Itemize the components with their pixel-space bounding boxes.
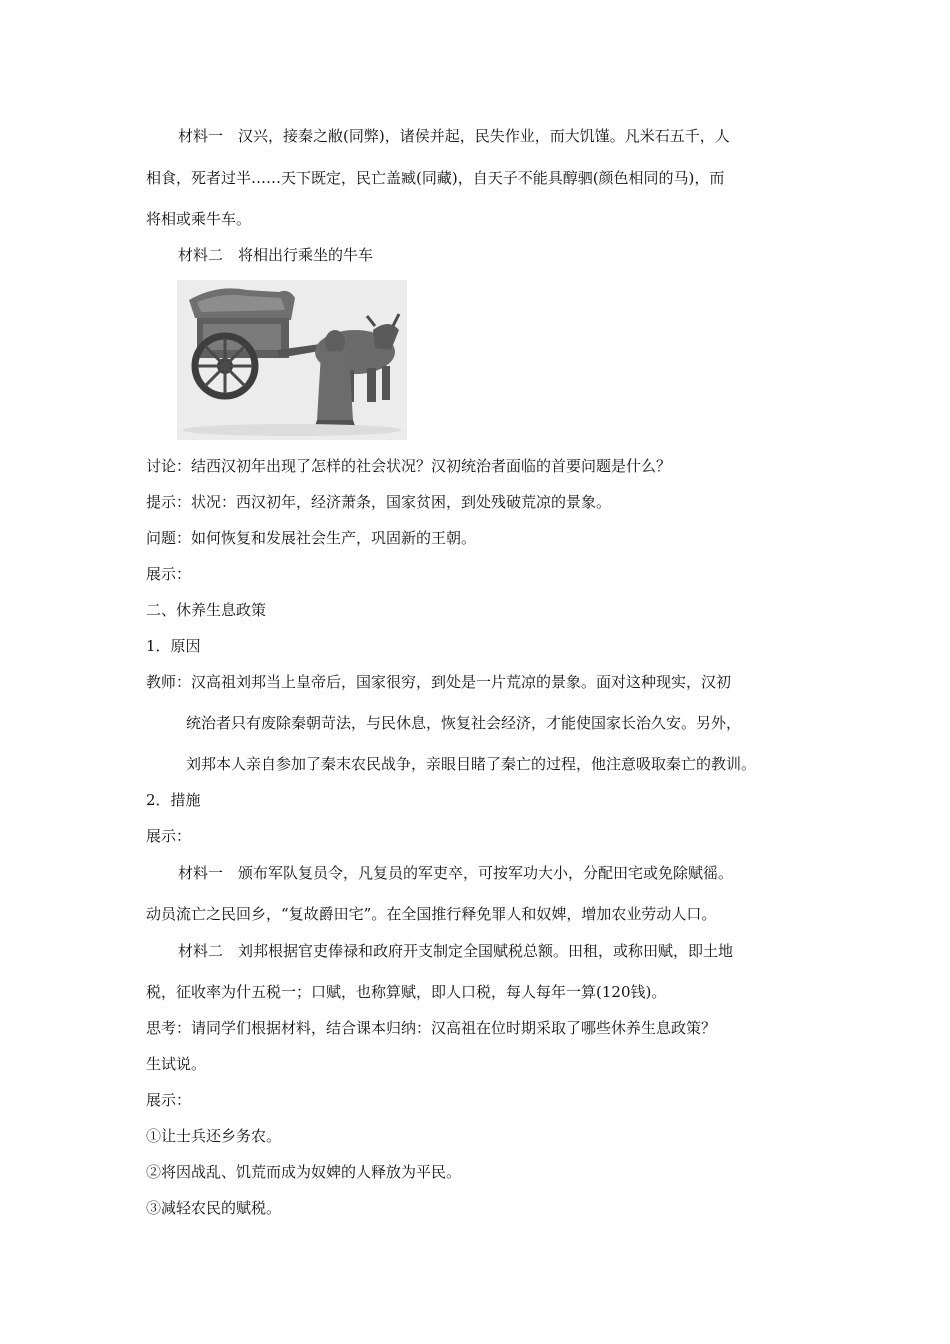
list-item: ③减轻农民的赋税。	[146, 1199, 282, 1217]
text-line: 刘邦本人亲自参加了秦末农民战争，亲眼目睹了秦亡的过程，他注意吸取秦亡的教训。	[186, 755, 757, 773]
text-line: 材料二 将相出行乘坐的牛车	[178, 246, 374, 264]
text-line: 展示：	[146, 565, 192, 583]
subsection-heading: 1．原因	[146, 637, 201, 655]
text-line: 将相或乘牛车。	[146, 210, 252, 228]
text-line: 统治者只有废除秦朝苛法，与民休息，恢复社会经济，才能使国家长治久安。另外，	[186, 714, 742, 732]
list-item: ①让士兵还乡务农。	[146, 1127, 282, 1145]
subsection-heading: 2．措施	[146, 791, 201, 809]
text-line: 展示：	[146, 827, 192, 845]
text-line: 动员流亡之民回乡，“复故爵田宅”。在全国推行释免罪人和奴婢，增加农业劳动人口。	[146, 905, 717, 923]
text-line: 提示：状况：西汉初年，经济萧条，国家贫困，到处残破荒凉的景象。	[146, 493, 612, 511]
text-line: 税，征收率为什五税一；口赋，也称算赋，即人口税，每人每年一算(120钱)。	[146, 983, 667, 1001]
text-line: 生试说。	[146, 1055, 207, 1073]
text-line: 讨论：结西汉初年出现了怎样的社会状况？汉初统治者面临的首要问题是什么？	[146, 457, 672, 475]
text-line: 展示：	[146, 1091, 192, 1109]
text-line: 教师：汉高祖刘邦当上皇帝后，国家很穷，到处是一片荒凉的景象。面对这种现实，汉初	[146, 673, 732, 691]
text-line: 相食，死者过半……天下既定，民亡盖臧(同藏)，自天子不能具醇驷(颜色相同的马)，而	[146, 169, 725, 187]
text-line: 问题：如何恢复和发展社会生产，巩固新的王朝。	[146, 529, 477, 547]
text-line: 材料二 刘邦根据官吏俸禄和政府开支制定全国赋税总额。田租，或称田赋，即土地	[178, 942, 734, 960]
section-heading: 二、休养生息政策	[146, 601, 267, 619]
text-line: 材料一 颁布军队复员令，凡复员的军吏卒，可按军功大小，分配田宅或免除赋徭。	[178, 864, 734, 882]
ox-cart-figurine-photo	[177, 280, 407, 440]
text-line: 材料一 汉兴，接秦之敝(同弊)，诸侯并起，民失作业，而大饥馑。凡米石五千，人	[178, 127, 730, 145]
text-line: 思考：请同学们根据材料，结合课本归纳：汉高祖在位时期采取了哪些休养生息政策？	[146, 1019, 717, 1037]
list-item: ②将因战乱、饥荒而成为奴婢的人释放为平民。	[146, 1163, 462, 1181]
